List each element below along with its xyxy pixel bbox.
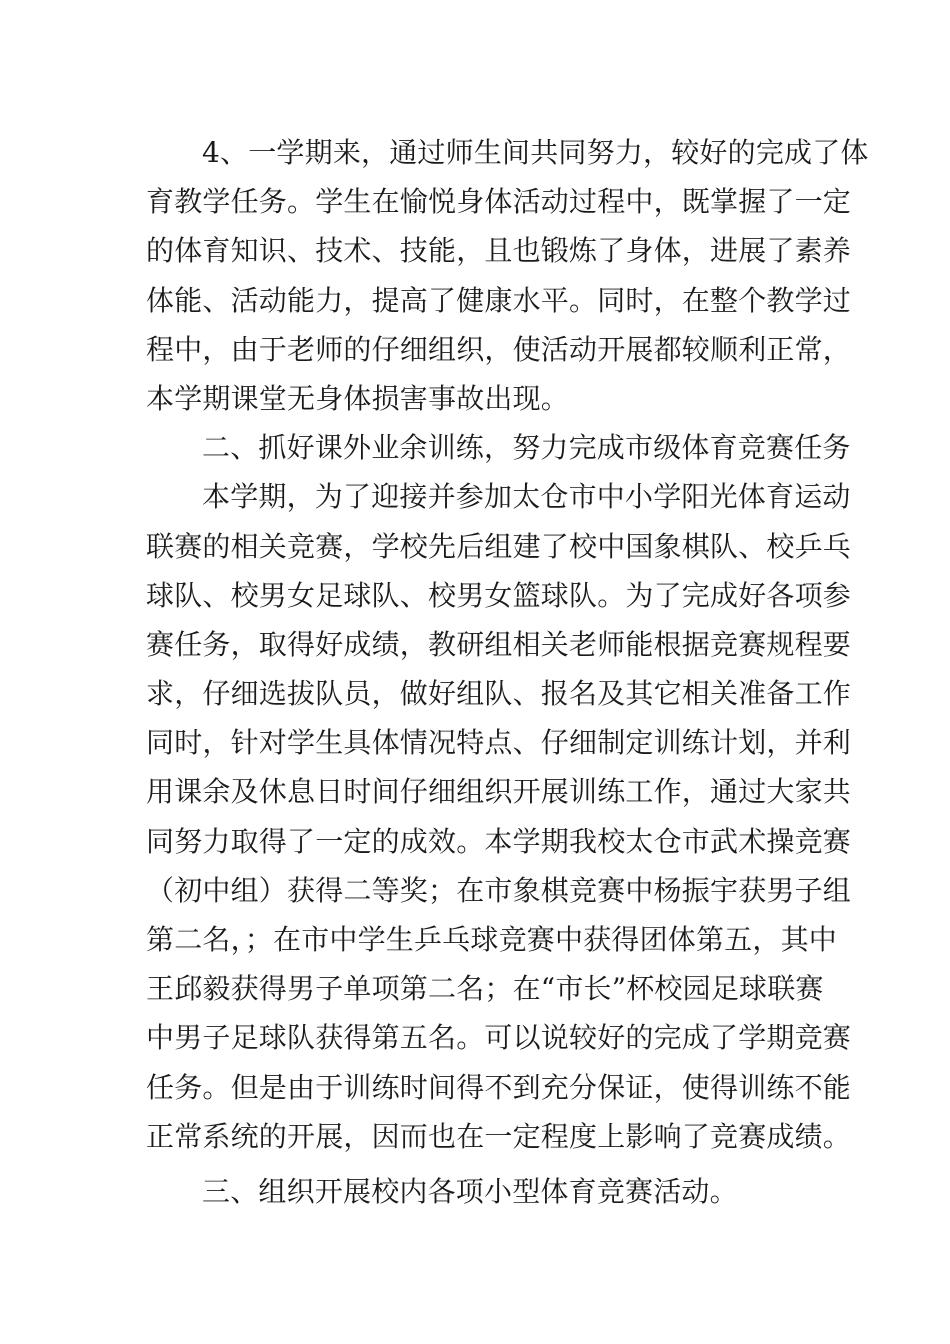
text-line: 育教学任务。学生在愉悦身体活动过程中，既掌握了一定: [146, 185, 852, 219]
text-line: 同努力取得了一定的成效。本学期我校太仓市武术操竞赛: [146, 824, 852, 858]
text-line: 中男子足球队获得第五名。可以说较好的完成了学期竞赛: [146, 1021, 852, 1055]
text-line: 正常系统的开展，因而也在一定程度上影响了竞赛成绩。: [146, 1119, 852, 1153]
text-line: 本学期，为了迎接并参加太仓市中小学阳光体育运动: [202, 480, 851, 514]
text-line: 联赛的相关竞赛，学校先后组建了校中国象棋队、校乒乓: [146, 529, 852, 563]
text-line: 赛任务，取得好成绩，教研组相关老师能根据竞赛规程要: [146, 627, 852, 661]
text-line: 球队、校男女足球队、校男女篮球队。为了完成好各项参: [146, 578, 852, 612]
text-line: 任务。但是由于训练时间得不到充分保证，使得训练不能: [146, 1070, 852, 1104]
heading-text: 三、组织开展校内各项小型体育竞赛活动。: [202, 1174, 738, 1208]
document-page: [146, 128, 869, 1216]
section-heading-2: [146, 423, 851, 472]
text-line: 程中，由于老师的仔细组织，使活动开展都较顺利正常，: [146, 332, 852, 366]
text-line: 同时，针对学生具体情况特点、仔细制定训练计划，并利: [146, 726, 852, 760]
text-line: 的体育知识、技术、技能，且也锻炼了身体，进展了素养: [146, 234, 852, 268]
text-line: 用课余及休息日时间仔细组织开展训练工作，通过大家共: [146, 775, 852, 809]
paragraph-training: [146, 472, 852, 1161]
text-line: 王邱毅获得男子单项第二名；在“市长”杯校园足球联赛: [146, 972, 824, 1006]
text-line: 第二名，；在市中学生乒乓球竞赛中获得团体第五，其中: [146, 923, 838, 956]
heading-text: 二、抓好课外业余训练，努力完成市级体育竞赛任务: [202, 431, 851, 465]
text-line: 求，仔细选拔队员，做好组队、报名及其它相关准备工作: [146, 677, 852, 711]
text-line: 4、一学期来，通过师生间共同努力，较好的完成了体: [202, 136, 869, 169]
section-heading-3: [146, 1167, 806, 1216]
paragraph-4: [146, 128, 869, 423]
text-line: 体能、活动能力，提高了健康水平。同时，在整个教学过: [146, 283, 852, 317]
text-line: 本学期课堂无身体损害事故出现。: [146, 381, 570, 415]
text-line: （初中组）获得二等奖；在市象棋竞赛中杨振宇获男子组: [146, 873, 852, 907]
